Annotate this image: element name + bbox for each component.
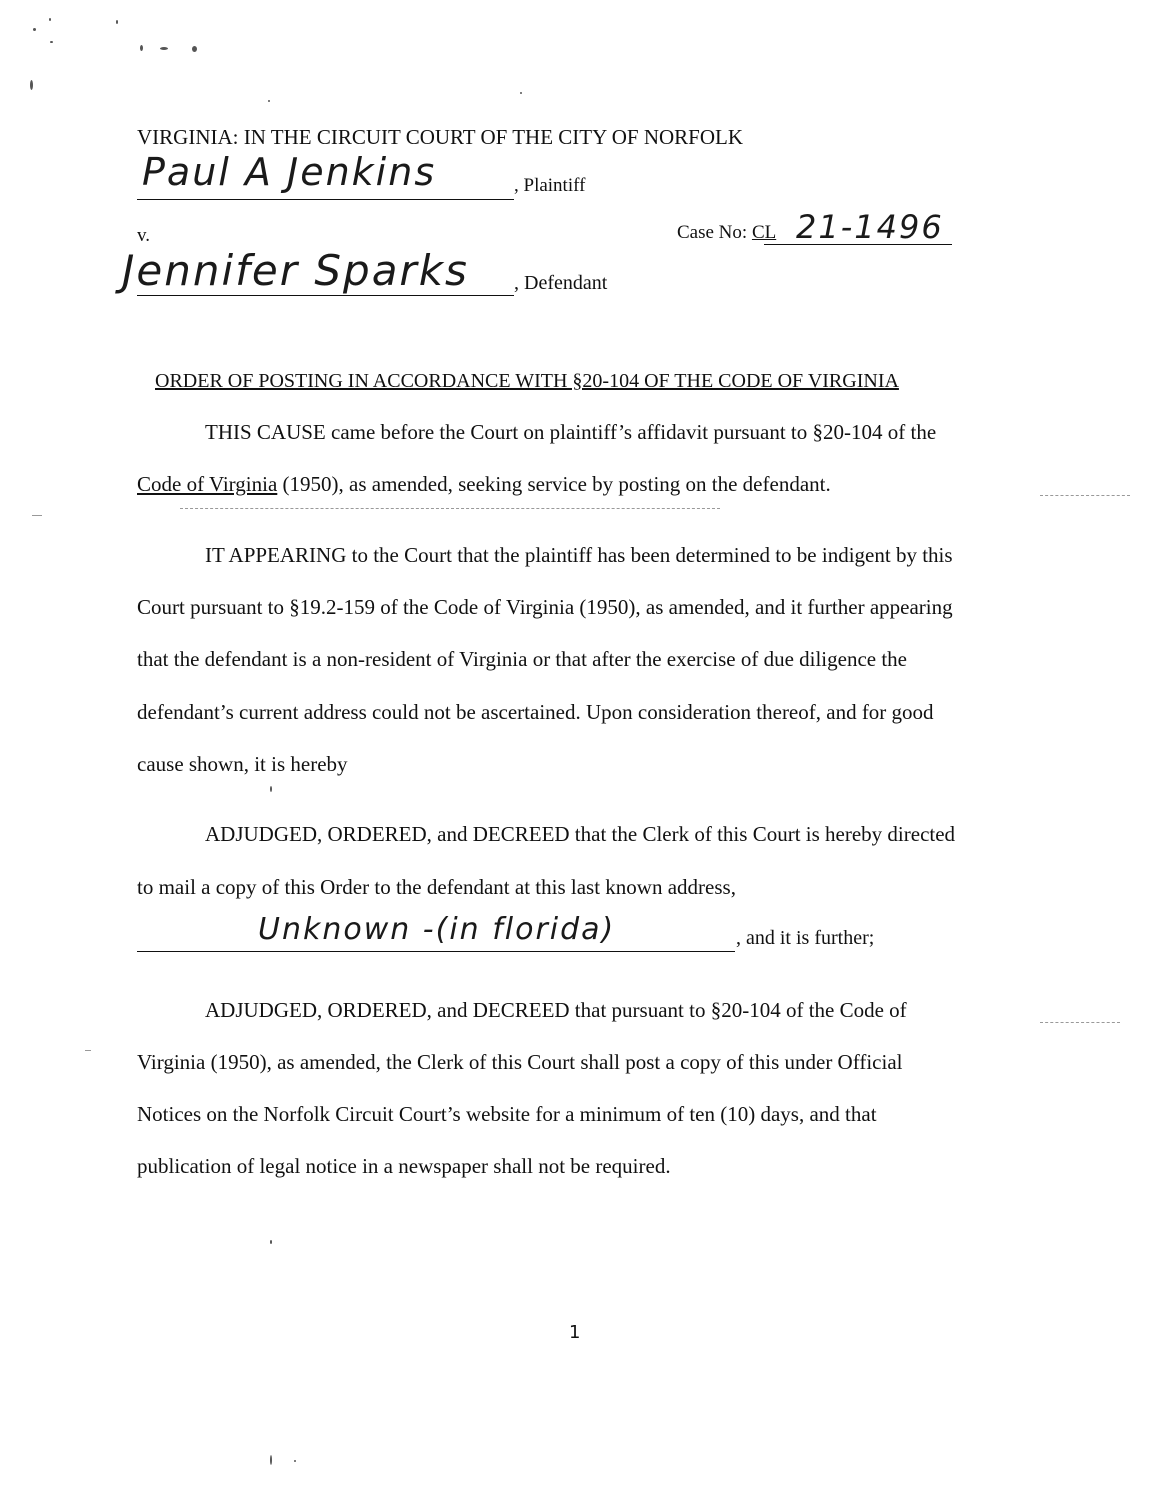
scan-speck <box>140 45 143 51</box>
address-handwritten: Unknown -(in florida) <box>258 912 616 947</box>
court-heading: VIRGINIA: IN THE CIRCUIT COURT OF THE CITY OF NORFOLK <box>137 125 744 149</box>
case-number-block <box>677 222 776 244</box>
para2-line3: that the defendant is a non-resident of Virginia or that after the exercise of due diligence the <box>137 647 908 671</box>
scan-speck <box>294 1460 296 1462</box>
defendant-label: , Defendant <box>514 272 608 294</box>
para1-line1: THIS CAUSE came before the Court on plaintiff’s affidavit pursuant to §20-104 of the <box>205 420 937 444</box>
scan-speck <box>192 46 197 52</box>
scan-dash <box>32 515 42 516</box>
para3-line3-rest: , and it is further; <box>736 927 875 949</box>
scan-speck <box>160 47 168 50</box>
scan-speck <box>520 92 522 94</box>
versus-label: v. <box>137 225 151 246</box>
para2-line1: IT APPEARING to the Court that the plaintiff has been determined to be indigent by this <box>205 543 953 567</box>
scan-speck <box>270 1240 272 1244</box>
case-number-underline <box>764 244 952 245</box>
para4-line3: Notices on the Norfolk Circuit Court’s website for a minimum of ten (10) days, and that <box>137 1102 877 1126</box>
scan-speck <box>49 18 51 21</box>
para2-line4: defendant’s current address could not be ascertained. Upon consideration thereof, and for good <box>137 700 934 724</box>
plaintiff-label: , Plaintiff <box>514 175 586 196</box>
para3-line1: ADJUDGED, ORDERED, and DECREED that the Clerk of this Court is hereby directed <box>205 822 956 846</box>
para4-line4: publication of legal notice in a newspaper shall not be required. <box>137 1154 671 1178</box>
document-title: ORDER OF POSTING IN ACCORDANCE WITH §20-104 OF THE CODE OF VIRGINIA <box>155 370 899 392</box>
defendant-signature-line <box>137 295 514 296</box>
scan-speck <box>50 41 53 43</box>
address-line <box>137 951 735 952</box>
scan-speck <box>116 20 118 24</box>
scan-speck <box>33 28 36 31</box>
case-number-handwritten: 21-1496 <box>796 208 944 246</box>
para2-line2: Court pursuant to §19.2-159 of the Code of Virginia (1950), as amended, and it further appearing <box>137 595 953 619</box>
scan-speck <box>30 80 33 90</box>
case-number-label: Case No: <box>677 222 752 243</box>
case-prefix: CL <box>751 222 777 243</box>
scan-dash <box>180 508 720 509</box>
scan-speck <box>270 786 272 792</box>
defendant-name-handwritten: Jennifer Sparks <box>122 246 469 295</box>
para1-line2: Code of Virginia (1950), as amended, seeking service by posting on the defendant. <box>137 472 831 496</box>
scan-speck <box>270 1455 272 1465</box>
para4-line2: Virginia (1950), as amended, the Clerk of this Court shall post a copy of this under Official <box>137 1050 903 1074</box>
plaintiff-signature-line <box>137 199 514 200</box>
para2-line5: cause shown, it is hereby <box>137 752 348 776</box>
scan-dash <box>1040 495 1130 496</box>
page-number: 1 <box>569 1322 581 1343</box>
para3-line2: to mail a copy of this Order to the defendant at this last known address, <box>137 875 736 899</box>
para4-line1: ADJUDGED, ORDERED, and DECREED that pursuant to §20-104 of the Code of <box>205 998 907 1022</box>
code-of-virginia-reference: Code of Virginia <box>137 472 278 496</box>
scan-dash <box>1040 1022 1120 1023</box>
scan-dash <box>85 1050 91 1051</box>
plaintiff-name-handwritten: Paul A Jenkins <box>142 150 437 194</box>
scan-speck <box>268 100 270 102</box>
